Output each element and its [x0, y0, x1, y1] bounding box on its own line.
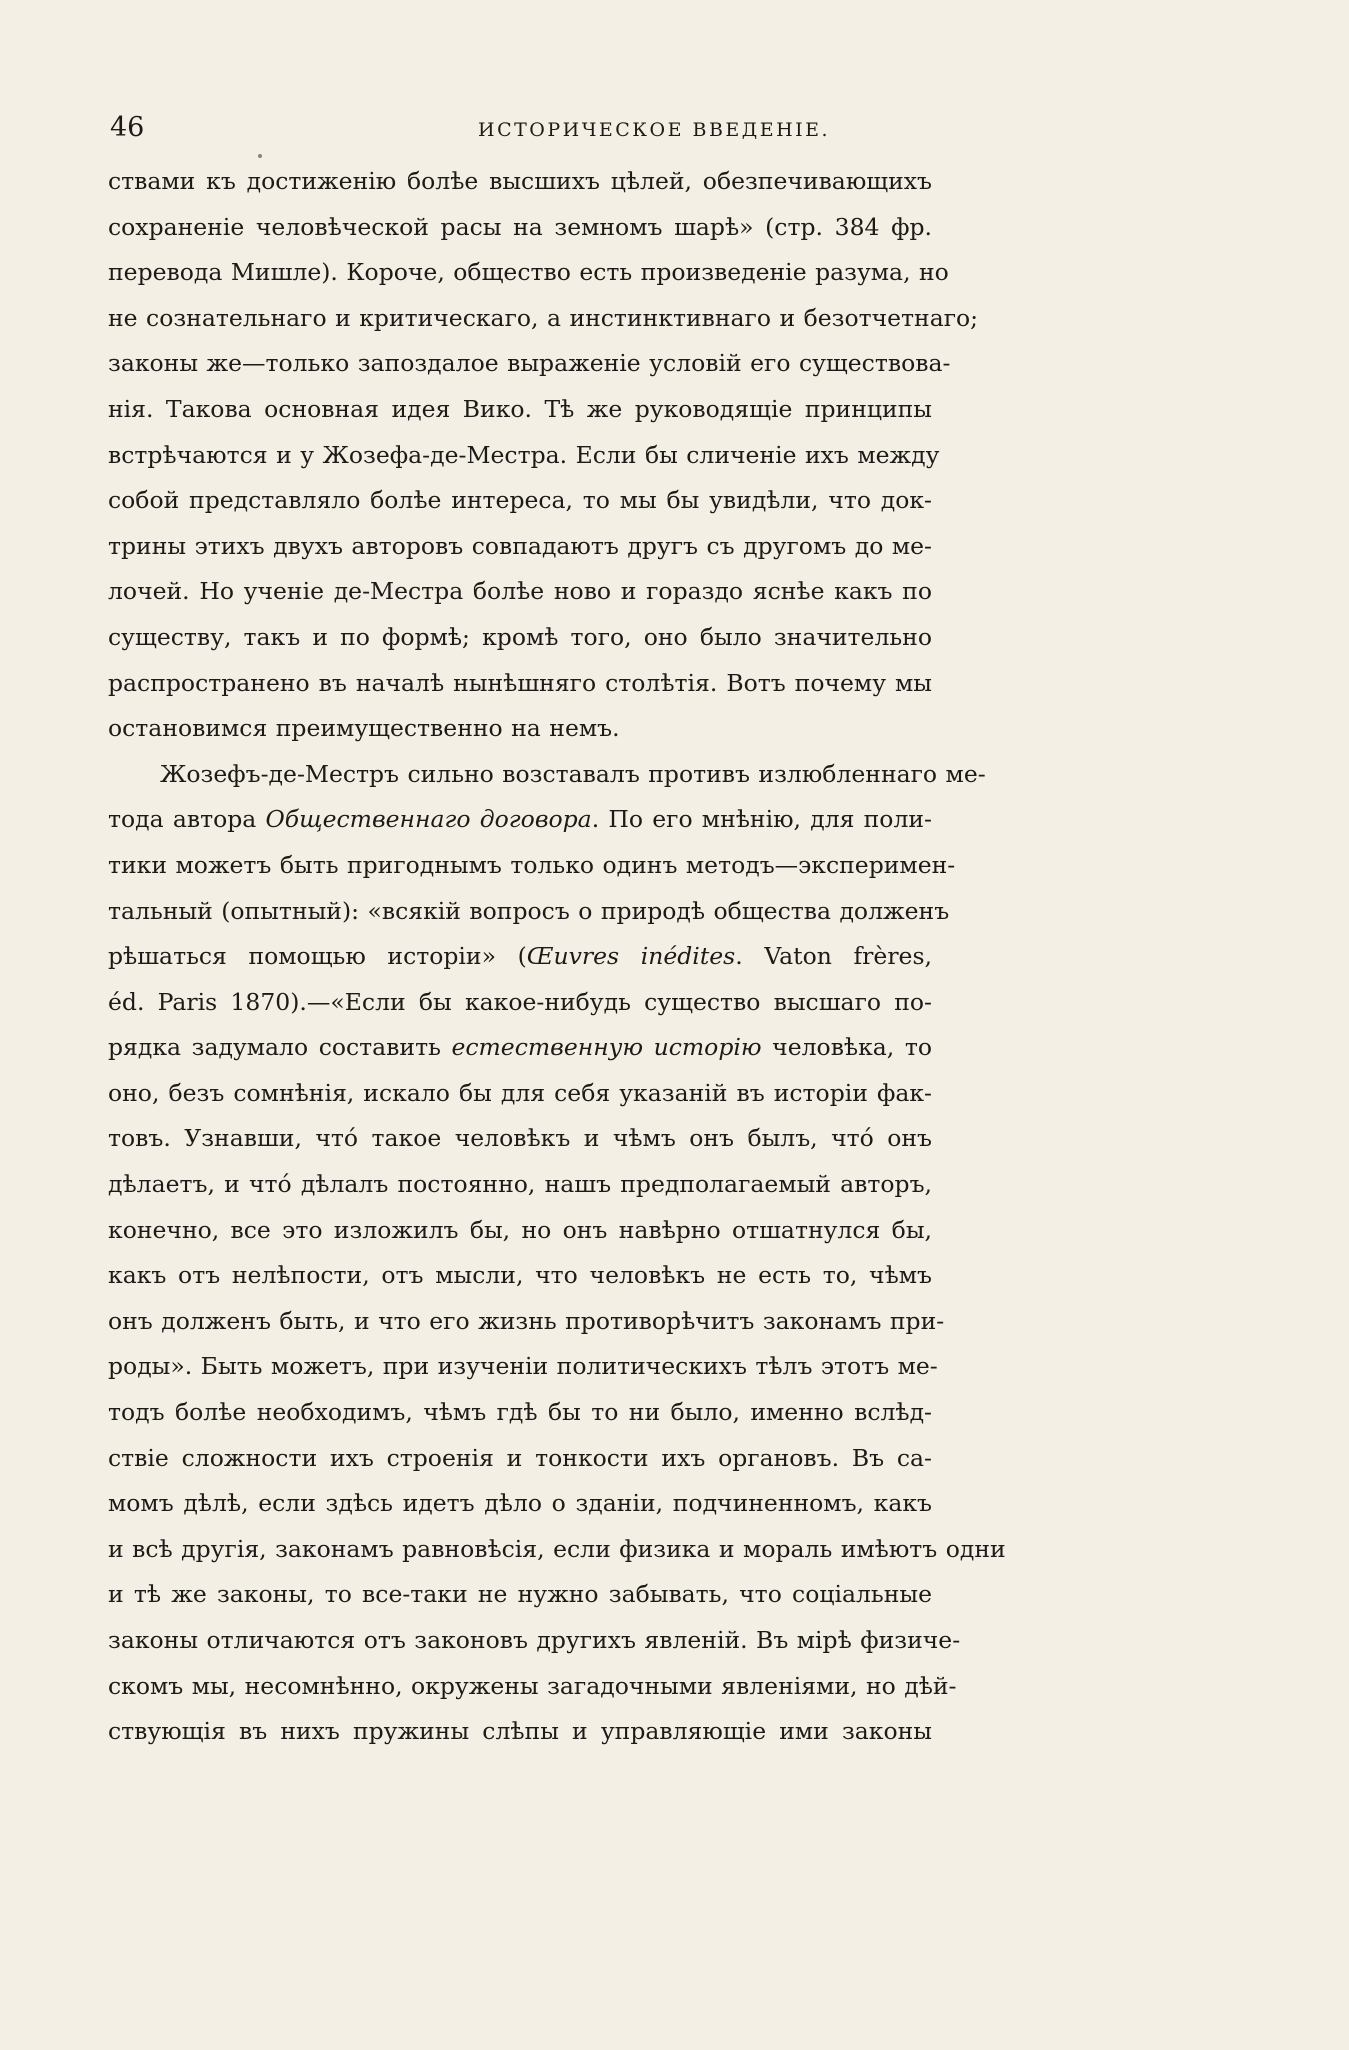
text-line: существу, такъ и по формѣ; кромѣ того, оно было значительно: [108, 622, 932, 651]
text-line: и всѣ другія, законамъ равновѣсія, если физика и мораль имѣютъ одни: [108, 1534, 1006, 1563]
italic-title: Общественнаго договора: [265, 805, 592, 834]
text-segment: . По его мнѣнію, для поли-: [591, 805, 932, 834]
body-text: [108, 159, 1006, 1755]
text-segment: человѣка, то: [761, 1033, 933, 1062]
text-line: трины этихъ двухъ авторовъ совпадаютъ другъ съ другомъ до ме-: [108, 531, 932, 560]
text-line: оно, безъ сомнѣнія, искало бы для себя указаній въ исторіи фак-: [108, 1078, 932, 1107]
text-line: [108, 1025, 932, 1071]
text-line: распространено въ началѣ нынѣшняго столѣтія. Вотъ почему мы: [108, 668, 932, 697]
text-line: тики можетъ быть пригоднымъ только одинъ методъ—эксперимен-: [108, 850, 956, 879]
text-line: сохраненіе человѣческой расы на земномъ шарѣ» (стр. 384 фр.: [108, 212, 932, 241]
text-line: товъ. Узнавши, что́ такое человѣкъ и чѣмъ онъ былъ, что́ онъ: [108, 1124, 932, 1153]
text-segment: тода автора: [108, 805, 266, 834]
text-line: нія. Такова основная идея Вико. Тѣ же руководящіе принципы: [108, 394, 932, 423]
text-line: какъ отъ нелѣпости, отъ мысли, что человѣкъ не есть то, чѣмъ: [108, 1261, 932, 1290]
text-line: роды». Быть можетъ, при изученіи политическихъ тѣлъ этотъ ме-: [108, 1352, 938, 1381]
text-line: скомъ мы, несомнѣнно, окружены загадочными явленіями, но дѣй-: [108, 1671, 957, 1700]
text-line: ствами къ достиженію болѣе высшихъ цѣлей, обезпечивающихъ: [108, 167, 932, 195]
text-segment: рядка задумало составить: [108, 1033, 452, 1062]
text-line: собой представляло болѣе интереса, то мы бы увидѣли, что док-: [108, 486, 932, 515]
text-line: éd. Paris 1870).—«Если бы какое-нибудь существо высшаго по-: [108, 987, 932, 1016]
italic-title: естественную исторію: [451, 1033, 762, 1062]
text-line: тальный (опытный): «всякій вопросъ о природѣ общества долженъ: [108, 896, 950, 925]
text-line: перевода Мишле). Короче, общество есть произведеніе разума, но: [108, 258, 949, 287]
text-line: и тѣ же законы, то все-таки не нужно забывать, что соціальные: [108, 1580, 932, 1609]
text-segment: рѣшаться помощью исторіи» (: [108, 942, 527, 971]
text-line: не сознательнаго и критическаго, а инстинктивнаго и безотчетнаго;: [108, 303, 979, 332]
text-line: дѣлаетъ, и что́ дѣлалъ постоянно, нашъ предполагаемый авторъ,: [108, 1170, 932, 1199]
text-line: конечно, все это изложилъ бы, но онъ навѣрно отшатнулся бы,: [108, 1215, 932, 1244]
text-line: остановимся преимущественно на немъ.: [108, 714, 620, 743]
italic-title: Œuvres inédites: [526, 942, 736, 971]
text-line: [108, 934, 932, 980]
text-line: встрѣчаются и у Жозефа-де-Местра. Если бы сличеніе ихъ между: [108, 440, 940, 469]
text-line: законы же—только запоздалое выраженіе условій его существова-: [108, 349, 951, 378]
text-segment: . Vaton frères,: [735, 942, 932, 971]
text-line: [108, 797, 932, 843]
text-line: тодъ болѣе необходимъ, чѣмъ гдѣ бы то ни было, именно вслѣд-: [108, 1398, 932, 1427]
text-line: законы отличаются отъ законовъ другихъ явленій. Въ мірѣ физиче-: [108, 1626, 961, 1654]
page-number: 46: [110, 112, 145, 143]
text-line: Жозефъ-де-Местръ сильно возставалъ противъ излюбленнаго ме-: [160, 759, 986, 788]
text-line: ствующія въ нихъ пружины слѣпы и управляющіе ими законы: [108, 1717, 932, 1746]
text-line: момъ дѣлѣ, если здѣсь идетъ дѣло о зданіи, подчиненномъ, какъ: [108, 1489, 932, 1518]
text-line: онъ долженъ быть, и что его жизнь противорѣчитъ законамъ при-: [108, 1306, 945, 1335]
ink-speck: [258, 154, 262, 158]
page-header: [110, 108, 932, 148]
text-line: ствіе сложности ихъ строенія и тонкости ихъ органовъ. Въ са-: [108, 1443, 932, 1472]
text-line: лочей. Но ученіе де-Местра болѣе ново и гораздо яснѣе какъ по: [108, 577, 932, 606]
running-head: ИСТОРИЧЕСКОЕ ВВЕДЕНІЕ.: [478, 119, 831, 141]
